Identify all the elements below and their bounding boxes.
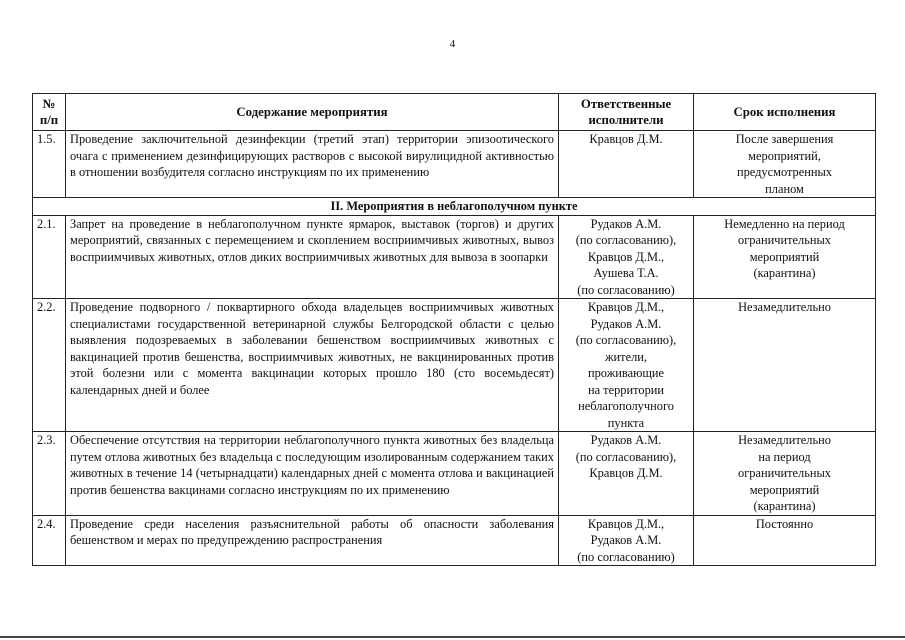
deadline-line: мероприятий, — [748, 148, 821, 163]
responsible-line: Кравцов Д.М. — [589, 466, 663, 480]
action-plan-table — [32, 93, 876, 566]
responsible-line: на территории — [587, 382, 665, 397]
responsible-line: пункта — [607, 415, 645, 430]
row-number: 2.3. — [33, 432, 66, 516]
responsible-line: Рудаков А.М. — [590, 216, 662, 231]
header-deadline: Срок исполнения — [694, 94, 876, 131]
table-row — [33, 131, 876, 198]
deadline-line: предусмотренных — [736, 165, 833, 179]
responsible-line: Рудаков А.М. — [590, 533, 662, 547]
responsible-line: Рудаков А.М. — [590, 433, 662, 447]
table-row — [33, 515, 876, 566]
header-content: Содержание мероприятия — [66, 94, 559, 131]
responsible-line: Рудаков А.М. — [590, 316, 662, 331]
deadline-line: (карантина) — [753, 266, 816, 280]
row-number: 2.1. — [33, 215, 66, 299]
row-responsible — [559, 432, 694, 516]
deadline-line: планом — [765, 181, 804, 196]
responsible-line: (по согласованию), — [575, 233, 677, 247]
row-deadline — [694, 299, 876, 432]
responsible-line: Аушева Т.А. — [593, 266, 659, 280]
responsible-line: жители, — [604, 349, 648, 364]
table-header-row — [33, 94, 876, 131]
row-number: 2.2. — [33, 299, 66, 432]
section-title: II. Мероприятия в неблагополучном пункте — [33, 198, 876, 216]
row-deadline — [694, 515, 876, 566]
row-deadline — [694, 215, 876, 299]
table-body-section-1 — [33, 131, 876, 198]
responsible-line: (по согласованию) — [577, 282, 675, 297]
row-deadline — [694, 432, 876, 516]
table-body-section-2 — [33, 215, 876, 566]
responsible-line: (по согласованию), — [575, 333, 677, 347]
row-content: Обеспечение отсутствия на территории неблагополучного пункта животных без владельца путем отлова животных без владельца с последующим изолированным содержанием таких животных в течение 14 (четырнадцати) календарных дней с момента отлова и вакцинацией против бешенства вакцинами согласно инструкциям по их применению — [66, 432, 559, 516]
table-row — [33, 215, 876, 299]
row-number: 2.4. — [33, 515, 66, 566]
responsible-line: Кравцов Д.М., — [587, 249, 665, 264]
deadline-line: ограничительных — [738, 466, 831, 480]
deadline-line: Немедленно на период — [724, 216, 845, 231]
header-responsible: Ответственные исполнители — [559, 94, 694, 131]
deadline-line: Незамедлительно — [738, 300, 831, 314]
deadline-line: Незамедлительно — [738, 433, 831, 447]
responsible-line: Кравцов Д.М., — [587, 300, 665, 314]
responsible-line: Кравцов Д.М., — [587, 516, 665, 531]
row-responsible — [559, 215, 694, 299]
row-responsible — [559, 299, 694, 432]
row-responsible — [559, 515, 694, 566]
page-number: 4 — [449, 38, 456, 50]
deadline-line: (карантина) — [753, 499, 816, 513]
responsible-line: проживающие — [587, 366, 665, 380]
responsible-line: неблагополучного — [578, 399, 674, 413]
header-number: № п/п — [33, 94, 66, 131]
deadline-line: мероприятий — [749, 482, 820, 497]
responsible-line: (по согласованию) — [577, 549, 675, 564]
row-responsible — [559, 131, 694, 198]
deadline-line: Постоянно — [755, 516, 814, 531]
section-heading-row — [33, 198, 876, 216]
table-row — [33, 299, 876, 432]
page-bottom-edge — [0, 636, 905, 638]
deadline-line: ограничительных — [738, 233, 831, 247]
table-row — [33, 432, 876, 516]
deadline-line: на период — [758, 449, 811, 464]
deadline-line: После завершения — [735, 132, 834, 146]
row-content: Проведение среди населения разъяснительной работы об опасности заболевания бешенством и мерах по предупреждению распространения — [66, 515, 559, 566]
row-number: 1.5. — [33, 131, 66, 198]
row-content: Проведение подворного / поквартирного обхода владельцев восприимчивых животных специалистами государственной ветеринарной службы Белгородской области с целью выявления подозреваемых в заболевании бешенством восприимчивых животных с вакцинацией против бешенства, восприимчивых животных, не вакцинированных против этой болезни или с момента вакцинации которых прошло 180 (сто восемьдесят) календарных дней и более — [66, 299, 559, 432]
responsible-line: Кравцов Д.М. — [589, 132, 663, 146]
responsible-line: (по согласованию), — [575, 449, 677, 464]
deadline-line: мероприятий — [749, 249, 820, 264]
row-content: Запрет на проведение в неблагополучном пункте ярмарок, выставок (торгов) и других мероприятий, связанных с перемещением и скоплением восприимчивых животных, вывоз восприимчивых животных, отлов диких восприимчивых животных для вывоза в зоопарки — [66, 215, 559, 299]
row-content: Проведение заключительной дезинфекции (третий этап) территории эпизоотического очага с применением дезинфицирующих растворов с высокой вирулицидной активностью в отношении возбудителя согласно инструкциям по их применению — [66, 131, 559, 198]
table-section-heading — [33, 198, 876, 216]
row-deadline — [694, 131, 876, 198]
